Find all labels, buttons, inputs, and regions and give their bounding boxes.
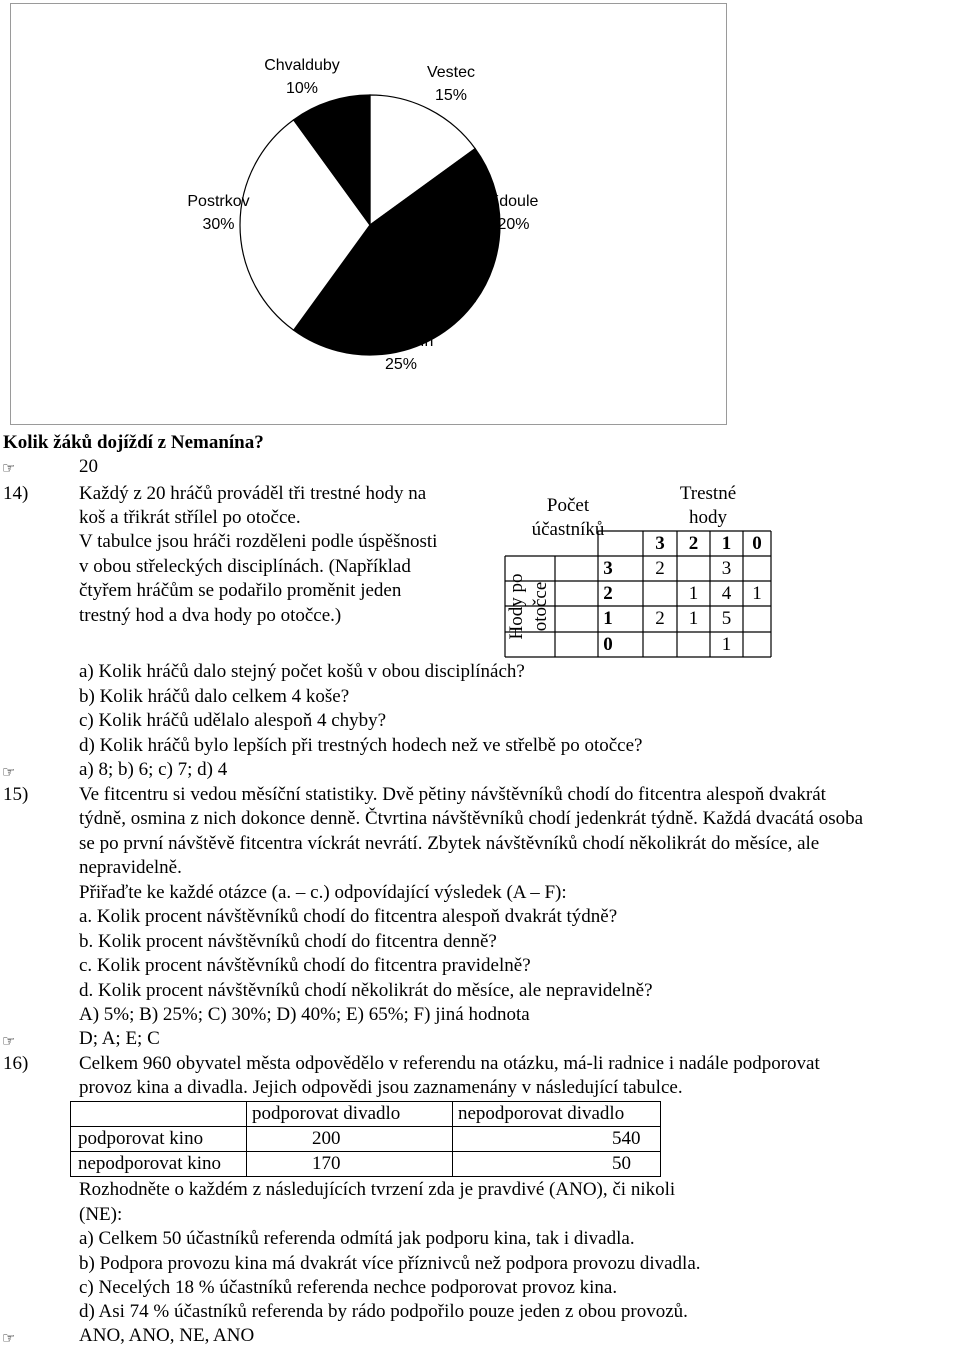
label-vestec	[411, 61, 491, 107]
col-header-1: 1	[721, 533, 732, 554]
label-postrkov	[176, 190, 261, 236]
q16-row-header: nepodporovat kino	[71, 1152, 247, 1177]
q16-table	[70, 1101, 661, 1177]
q16-after-1: Rozhodněte o každém z následujících tvrzení zda je pravdivé (ANO), či nikoli	[79, 1179, 676, 1200]
cell-r2-c2: 1	[688, 583, 699, 604]
label-postrkov-name: Postrkov	[187, 193, 250, 210]
cell-r1-c1: 5	[721, 608, 732, 629]
q14-line-1: Každý z 20 hráčů prováděl tři trestné hody na	[79, 483, 427, 504]
col-header-2: 2	[688, 533, 699, 554]
q14-answer: a) 8; b) 6; c) 7; d) 4	[79, 759, 228, 780]
q16-cell: 50	[453, 1152, 661, 1177]
q14-line-5: čtyřem hráčům se podařilo proměnit jeden	[79, 580, 402, 601]
table-row	[71, 1152, 661, 1177]
label-chvalduby-name: Chvalduby	[264, 57, 340, 74]
q15-line-9: d. Kolik procent návštěvníků chodí několikrát do měsíce, ale nepravidelně?	[79, 980, 653, 1001]
label-kdoule-name: Kdoule	[488, 193, 539, 210]
q16-col-header: nepodporovat divadlo	[453, 1102, 661, 1127]
q16-cell: 200	[247, 1127, 453, 1152]
row-header-1: 1	[603, 608, 613, 629]
label-chvalduby-pct: 10%	[285, 80, 319, 97]
cell-r2-c1: 4	[721, 583, 732, 604]
label-postrkov-pct: 30%	[202, 216, 235, 233]
q16-cell: 540	[453, 1127, 661, 1152]
q16-after-3: a) Celkem 50 účastníků referenda odmítá jak podporu kina, tak i divadla.	[79, 1228, 635, 1249]
q16-answer: ANO, ANO, NE, ANO	[79, 1325, 255, 1346]
q15-answer: D; A; E; C	[79, 1028, 160, 1049]
row-header-2: 2	[603, 583, 613, 604]
pointing-hand-icon: ☞	[2, 1032, 16, 1050]
q16-corner	[71, 1102, 247, 1127]
pointing-hand-icon: ☞	[2, 763, 16, 781]
q14-sub-a: a) Kolik hráčů dalo stejný počet košů v obou disciplínách?	[79, 661, 525, 682]
q15-line-8: c. Kolik procent návštěvníků chodí do fitcentra pravidelně?	[79, 955, 531, 976]
q15-line-6: a. Kolik procent návštěvníků chodí do fitcentra alespoň dvakrát týdně?	[79, 906, 618, 927]
q14-line-6: trestný hod a dva hody po otočce.)	[79, 605, 342, 626]
label-chvalduby	[247, 54, 357, 100]
label-kdoule	[476, 190, 551, 236]
q14-line-4: v obou střeleckých disciplínách. (Například	[79, 556, 411, 577]
label-kdoule-pct: 20%	[497, 216, 530, 233]
q16-col-header: podporovat divadlo	[247, 1102, 453, 1127]
cell-r3-c3: 2	[655, 558, 665, 579]
label-vestec-name: Vestec	[426, 64, 476, 81]
q16-after-6: d) Asi 74 % účastníků referenda by rádo podpořilo pouze jeden z obou provozů.	[79, 1301, 688, 1322]
cell-r0-c1: 1	[721, 634, 732, 655]
q15-number: 15)	[3, 784, 29, 805]
q14-sub-b: b) Kolik hráčů dalo celkem 4 koše?	[79, 686, 350, 707]
q16-after-4: b) Podpora provozu kina má dvakrát více příznivců než podpora provozu divadla.	[79, 1253, 701, 1274]
cell-r1-c2: 1	[688, 608, 699, 629]
q15-line-10: A) 5%; B) 25%; C) 30%; D) 40%; E) 65%; F) jiná hodnota	[79, 1004, 530, 1025]
q15-line-1: Ve fitcentru si vedou měsíční statistiky. Dvě pětiny návštěvníků chodí do fitcentra alespoň dvakrát	[79, 784, 826, 805]
q14-table-col-title: Trestné hody	[679, 483, 737, 528]
q15-line-5: Přiřaďte ke každé otázce (a. – c.) odpovídající výsledek (A – F):	[79, 882, 567, 903]
q14-sub-d: d) Kolik hráčů bylo lepších při trestných hodech než ve střelbě po otočce?	[79, 735, 643, 756]
q14-line-2: koš a třikrát střílel po otočce.	[79, 507, 301, 528]
q13-answer: 20	[79, 456, 98, 477]
table-row	[71, 1127, 661, 1152]
q16-row-header: podporovat kino	[71, 1127, 247, 1152]
q15-line-4: nepravidelně.	[79, 857, 182, 878]
label-nemanin-name: Nemanín	[368, 333, 434, 350]
q16-after-2: (NE):	[79, 1204, 123, 1225]
col-header-3: 3	[655, 533, 665, 554]
q16-cell: 170	[247, 1152, 453, 1177]
row-header-0: 0	[603, 634, 613, 655]
label-vestec-pct: 15%	[434, 87, 468, 104]
row-header-3: 3	[603, 558, 613, 579]
label-nemanin-pct: 25%	[384, 356, 418, 373]
label-nemanin	[356, 330, 446, 376]
q13-question: Kolik žáků dojíždí z Nemanína?	[3, 432, 264, 453]
q14-table-row-title: Hody po otočce	[506, 573, 551, 640]
cell-r2-c0: 1	[752, 583, 762, 604]
q14-number: 14)	[3, 483, 29, 504]
pie-chart-frame	[10, 3, 727, 425]
q16-after-5: c) Necelých 18 % účastníků referenda nechce podporovat provoz kina.	[79, 1277, 618, 1298]
q16-line-2: provoz kina a divadla. Jejich odpovědi jsou zaznamenány v následující tabulce.	[79, 1077, 683, 1098]
q16-number: 16)	[3, 1053, 29, 1074]
cell-r1-c3: 2	[655, 608, 665, 629]
q15-line-3: se po první návštěvě fitcentra víckrát nevrátí. Zbytek návštěvníků chodí několikrát do měsíce, ale	[79, 833, 820, 854]
q14-table-corner: Počet účastníků	[531, 495, 605, 540]
q14-sub-c: c) Kolik hráčů udělalo alespoň 4 chyby?	[79, 710, 387, 731]
col-header-0: 0	[752, 533, 762, 554]
q15-line-7: b. Kolik procent návštěvníků chodí do fitcentra denně?	[79, 931, 497, 952]
pointing-hand-icon: ☞	[2, 1329, 16, 1347]
pointing-hand-icon: ☞	[2, 459, 16, 477]
q15-line-2: týdně, osmina z nich dokonce denně. Čtvrtina návštěvníků chodí jedenkrát týdně. Každá dvacátá osoba	[79, 808, 864, 829]
table-row	[71, 1102, 661, 1127]
cell-r3-c1: 3	[721, 558, 732, 579]
q14-line-3: V tabulce jsou hráči rozděleni podle úspěšnosti	[79, 531, 438, 552]
q16-line-1: Celkem 960 obyvatel města odpovědělo v referendu na otázku, má-li radnice i nadále podporovat	[79, 1053, 820, 1074]
